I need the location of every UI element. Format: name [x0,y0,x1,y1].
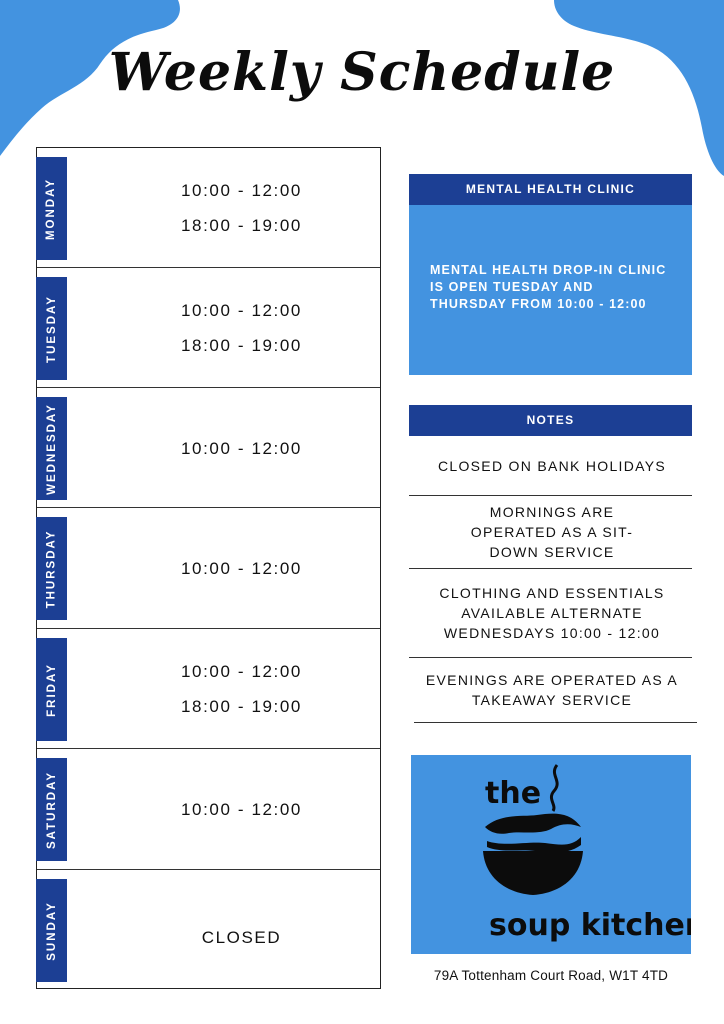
time-slot: 10:00 - 12:00 [181,559,302,578]
day-label: SATURDAY [45,770,58,849]
logo-word-bottom: soup kitchen [489,908,691,943]
day-tab-friday [36,638,67,741]
day-tab-saturday [36,758,67,861]
note-item: CLOSED ON BANK HOLIDAYS [437,457,667,474]
clinic-heading: MENTAL HEALTH CLINIC [409,174,692,205]
clinic-info: MENTAL HEALTH DROP-IN CLINIC IS OPEN TUESDAY AND THURSDAY FROM 10:00 - 12:00 [409,205,692,375]
time-slot: 10:00 - 12:00 [181,301,302,320]
day-label: THURSDAY [45,529,58,608]
day-label: SUNDAY [45,900,58,961]
logo-word-top: the [485,776,542,811]
day-label: FRIDAY [45,662,58,717]
note-item: CLOTHING AND ESSENTIALS AVAILABLE ALTERNATE WEDNESDAYS 10:00 - 12:00 [439,585,665,641]
day-tab-wednesday [36,397,67,500]
day-label: WEDNESDAY [45,402,58,495]
address: 79A Tottenham Court Road, W1T 4TD [433,968,669,983]
schedule-row-saturday [37,749,380,870]
soup-kitchen-logo [411,755,691,954]
day-tab-sunday [36,879,67,982]
day-tab-thursday [36,517,67,620]
schedule-row-sunday [37,870,380,988]
day-tab-monday [36,157,67,260]
soup-bowl-icon [411,755,691,954]
time-slot: 18:00 - 19:00 [181,216,302,235]
time-slot: 10:00 - 12:00 [181,438,302,458]
closed-label: CLOSED [201,927,282,947]
note-divider [414,722,697,723]
time-slot: 10:00 - 12:00 [181,181,302,200]
page-title: Weekly Schedule [108,42,616,103]
schedule-table [36,147,381,989]
notes-heading: NOTES [409,405,692,436]
time-slot: 18:00 - 19:00 [181,336,302,355]
time-slot: 18:00 - 19:00 [181,697,302,716]
day-label: MONDAY [45,177,58,240]
day-label: TUESDAY [45,294,58,363]
schedule-row-thursday [37,508,380,629]
time-slot: 10:00 - 12:00 [181,662,302,681]
note-item: MORNINGS ARE OPERATED AS A SIT-DOWN SERVICE [470,504,634,560]
schedule-row-tuesday [37,268,380,388]
schedule-row-monday [37,148,380,268]
note-item: EVENINGS ARE OPERATED AS A TAKEAWAY SERVICE [425,672,679,708]
time-slot: 10:00 - 12:00 [181,800,302,819]
schedule-row-wednesday [37,388,380,508]
schedule-row-friday [37,629,380,749]
day-tab-tuesday [36,277,67,380]
